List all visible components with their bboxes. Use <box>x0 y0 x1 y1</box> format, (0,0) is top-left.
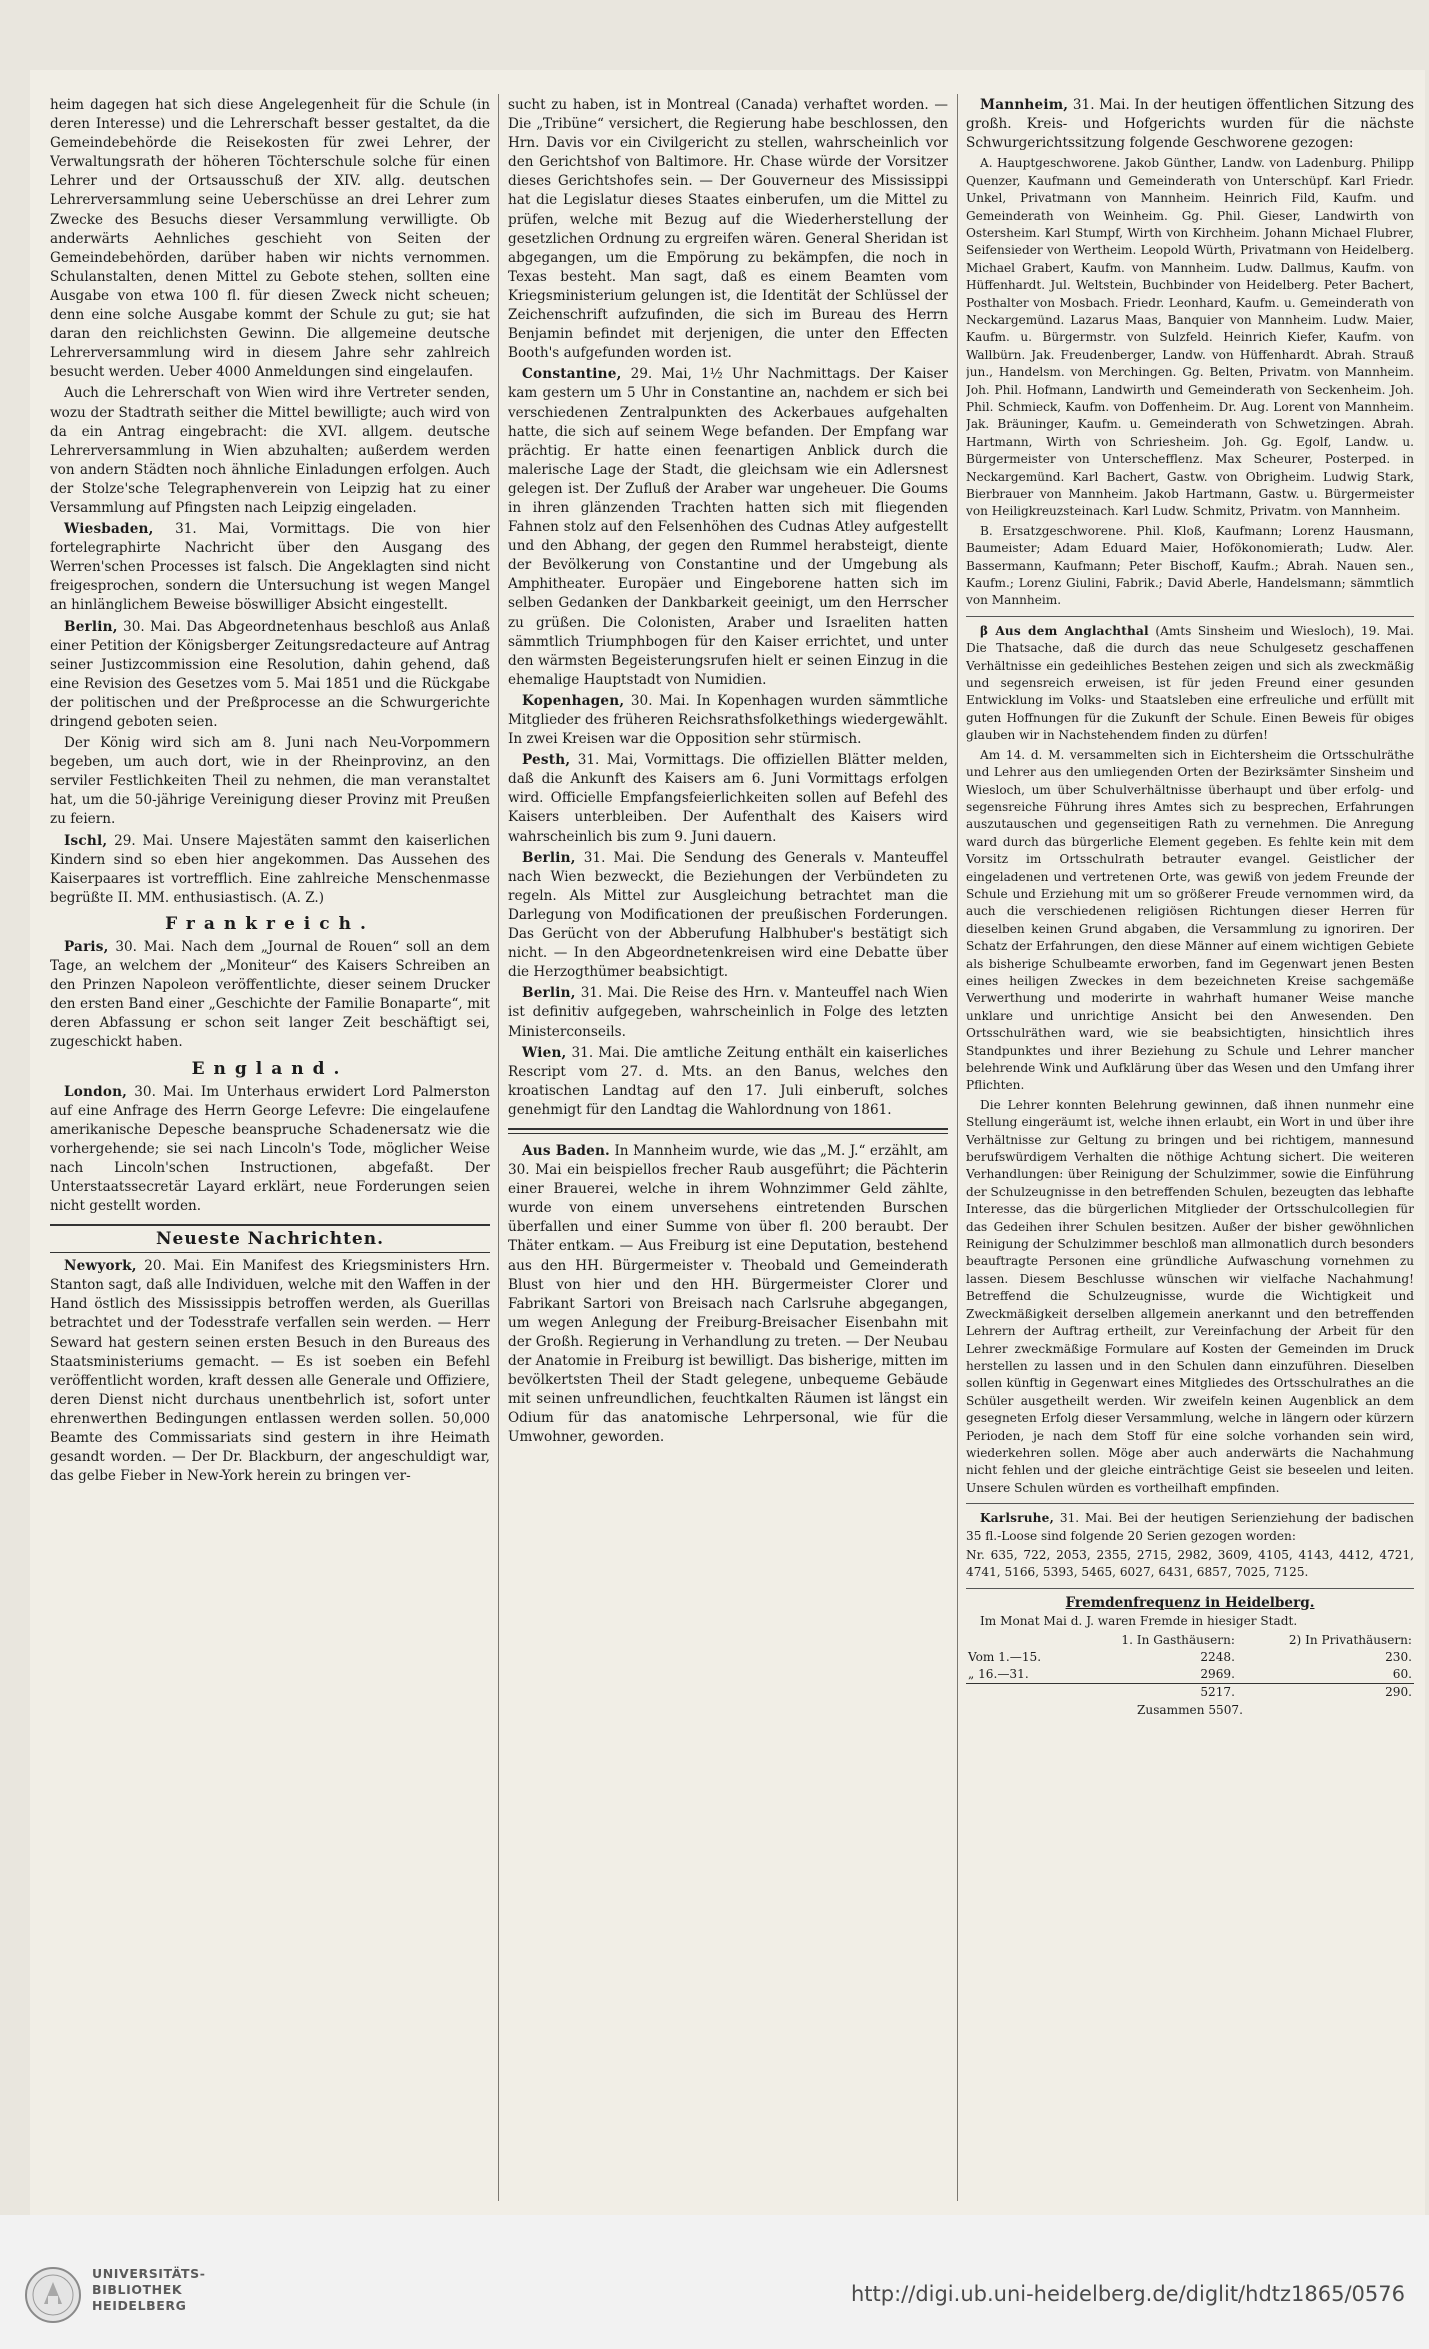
dateline: Wiesbaden, <box>64 521 154 538</box>
article-text: 31. Mai. Die Reise des Hrn. v. Manteuffel nach Wien ist definitiv aufgegeben, wahrscheinlich in Folge des letzten Ministerconseils. <box>508 985 948 1040</box>
dateline: Wien, <box>522 1044 567 1061</box>
dateline: β Aus dem Anglachthal <box>980 623 1149 638</box>
dateline: Constantine, <box>522 366 622 383</box>
table-header-row <box>966 1632 1414 1649</box>
column-header: 1. In Gasthäusern: <box>1121 1633 1235 1648</box>
article-berlin-1 <box>508 849 948 983</box>
article-text: 30. Mai. Das Abgeordnetenhaus beschloß aus Anlaß einer Petition der Königsberger Zeitungsredacteure auf Antrag seiner Justizcommission eine Resolution, dahin gehend, daß eine Revision des Gesetzes vom 5. Mai 1851 und die Rückgabe der politischen und der Preßprocesse an die Schwurgerichte dringend geboten seien. <box>50 618 490 730</box>
article-text: 30. Mai. In Kopenhagen wurden sämmtliche Mitglieder des früheren Reichsrathsfolkethings wiedergewählt. In zwei Kreisen war die Opposition sehr stürmisch. <box>508 692 948 748</box>
article-text: In Mannheim wurde, wie das „M. J.“ erzählt, am 30. Mai ein beispiellos frecher Raub ausgeführt; die Pächterin einer Brauerei, welche in ihrem Wohnzimmer Geld zählte, wurde von einem unversehens eintretenden Burschen überfallen und einer Summe von über fl. 200 beraubt. Der Thäter entkam. — Aus Freiburg ist eine Deputation, bestehend aus den HH. Bürgermeister v. Theobald und Gemeinderath Blust von hier und den HH. Bürgermeister Clorer und Fabrikant Sartori von Breisach nach Carlsruhe abgegangen, um wegen Anlegung der Freiburg-Breisacher Eisenbahn mit der Großh. Regierung in Verhandlung zu treten. — Der Neubau der Anatomie in Freiburg ist bewilligt. Das bisherige, mitten im bevölkertsten Theil der Stadt gelegene, unbequeme Gebäude mit seinen unfreundlichen, feuchtkalten Räumen ist längst ein Odium für das anatomische Lehrpersonal, wie für die Umwohner, geworden. <box>508 1142 948 1446</box>
article-aus-baden <box>508 1142 948 1448</box>
source-url[interactable]: http://digi.ub.uni-heidelberg.de/diglit/hdtz1865/0576 <box>850 2282 1405 2306</box>
divider <box>966 1503 1414 1504</box>
article-anglachthal <box>966 623 1414 745</box>
article-text: 31. Mai. Bei der heutigen Serienziehung der badischen 35 fl.-Loose sind folgende 20 Serien gezogen worden: <box>966 1511 1414 1543</box>
dateline: Berlin, <box>522 849 576 866</box>
visitor-stats-total: Zusammen 5507. <box>1137 1703 1243 1718</box>
article-text: 31. Mai. In der heutigen öffentlichen Sitzung des großh. Kreis- und Hofgerichts wurden für die nächste Schwurgerichtssitzung folgende Geschworene gezogen: <box>966 97 1414 152</box>
jury-list-main: A. Hauptgeschworene. Jakob Günther, Landw. von Ladenburg. Philipp Quenzer, Kaufmann und Gemeinderath von Unterschüpf. Karl Friedr. Unkel, Privatmann von Mannheim. Heinrich Fild, Kaufm. und Gemeinderath von Weinheim. Gg. Phil. Gieser, Landwirth von Ostersheim. Karl Stumpf, Wirth von Kirchheim. Johann Michael Flubrer, Seifensieder von Wertheim. Leopold Würth, Privatmann von Heidelberg. Michael Grabert, Kaufm. von Mannheim. Ludw. Dallmus, Kaufm. von Hüffenhardt. Jul. Weltstein, Buchbinder von Heidelberg. Peter Bachert, Posthalter von Mosbach. Friedr. Leonhard, Kaufm. u. Gemeinderath von Neckargemünd. Lazarus Maas, Banquier von Mannheim. Ludw. Maier, Kaufm. u. Bürgermstr. von Sulzfeld. Heinrich Kiefer, Kaufm. von Wallbürn. Jak. Freudenberger, Landw. von Hüffenhardt. Abrah. Strauß jun., Handelsm. von Merchingen. Gg. Belten, Privatm. von Mannheim. Joh. Phil. Hofmann, Landwirth und Gemeinderath von Seckenheim. Joh. Phil. Schmieck, Kaufm. von Doffenheim. Dr. Aug. Lorent von Mannheim. Jak. Bräuninger, Kaufm. u. Gemeinderath von Schwetzingen. Abrah. Hartmann, Wirth von Schriesheim. Joh. Gg. Egolf, Landw. u. Bürgermeister von Unterschefflenz. Max Scheurer, Posterped. in Neckargemünd. Karl Bachert, Gastw. von Obrigheim. Ludwig Stark, Bierbrauer von Mannheim. Jakob Hartmann, Gastw. u. Bürgermeister von Heiligkreuzsteinach. Karl Ludw. Schmitz, Privatm. von Mannheim. <box>966 156 1414 519</box>
dateline: Ischl, <box>64 832 108 849</box>
university-seal-icon <box>24 2266 82 2324</box>
section-divider <box>508 1128 948 1134</box>
article-text: 31. Mai, Vormittags. Die von hier fortelegraphirte Nachricht über den Ausgang des Werren'schen Processes ist falsch. Die Angeklagten sind nicht freigesprochen, sondern die Untersuchung ist wegen Mangel an hinlänglichem Beweise böswilliger Absicht eingestellt. <box>50 521 490 614</box>
divider <box>966 616 1414 617</box>
article-text: (Amts Sinsheim und Wiesloch), 19. Mai. Die Thatsache, daß die durch das neue Schulgesetz geschaffenen Verhältnisse ein gedeihliches Bestehen zeigen und sich als zweckmäßig und segensreich erweisen, ist für jeden Freund einer gesunden Entwicklung im Volks- und Staatsleben eine erfreuliche und erfüllt mit guten Hoffnungen für die Zukunft der Schule. Einen Beweis für obiges glauben wir in Nachstehendem finden zu dürfen! <box>966 623 1414 743</box>
table-cell: 60. <box>1392 1667 1412 1682</box>
article-text: heim dagegen hat sich diese Angelegenheit für die Schule (in deren Interesse) und die Lehrerschaft besser gestaltet, da die Gemeindebehörde die Reisekosten für zwei Lehrer, der Verwaltungsrath der höheren Töchterschule solche für einen Lehrer und der Ortsausschuß der XIV. allg. deutschen Lehrerversammlung seine Ueberschüsse an drei Lehrer zum Zwecke des Besuchs dieser Versammlung verwilligte. Ob anderwärts Aehnliches geschieht von Seiten der Gemeindebehörden, darüber haben wir nichts vernommen. Schulanstalten, denen Mittel zu Gebote stehen, sollten eine Ausgabe von etwa 100 fl. für diesen Zweck nicht scheuen; denn eine solche Ausgabe kommt der Schule zu gut; sie hat daran den reichlichsten Gewinn. Die allgemeine deutsche Lehrerversammlung wird in diesem Jahre sehr zahlreich besucht werden. Ueber 4000 Anmeldungen sind eingelaufen. <box>50 97 490 381</box>
article-text: Auch die Lehrerschaft von Wien wird ihre Vertreter senden, wozu der Stadtrath seither die Mittel bewilligte; auch wird von da ein Antrag eingebracht: die XVI. allgem. deutsche Lehrerversammlung in Wien abzuhalten; außerdem werden von andern Städten noch ähnliche Einladungen erfolgen. Auch der Stolze'sche Telegraphenverein von Leipzig hat zu einer Versammlung auf Pfingsten nach Leipzig eingeladen. <box>50 385 490 516</box>
visitor-stats-table <box>966 1632 1414 1701</box>
table-row <box>966 1666 1414 1684</box>
dateline: Berlin, <box>522 985 576 1002</box>
section-heading-aus-baden: Aus Baden. <box>522 1142 610 1159</box>
article-berlin-2 <box>508 984 948 1041</box>
dateline: Kopenhagen, <box>522 692 625 709</box>
column-rule <box>498 94 499 2201</box>
article-paris <box>50 938 490 1053</box>
table-cell: 2969. <box>1200 1667 1235 1682</box>
section-heading-frankreich: Frankreich. <box>165 913 375 934</box>
article-text: 30. Mai. Nach dem „Journal de Rouen“ soll an dem Tage, an welchem der „Moniteur“ des Kaisers Schreiben an den Prinzen Napoleon veröffentlichte, dieser seinem Drucker den ersten Band einer „Geschichte der Familie Bonaparte“, mit deren Abfassung er schon seit langer Zeit beschäftigt sei, zugeschickt haben. <box>50 938 490 1051</box>
table-cell: 290. <box>1237 1684 1414 1702</box>
row-label: Vom 1.—15. <box>968 1650 1042 1665</box>
dateline: Newyork, <box>64 1258 137 1275</box>
divider <box>966 1588 1414 1589</box>
column-header: 2) In Privathäusern: <box>1288 1633 1412 1648</box>
column-1 <box>50 96 490 2199</box>
lottery-numbers: Nr. 635, 722, 2053, 2355, 2715, 2982, 3609, 4105, 4143, 4412, 4721, 4741, 5166, 5393, 5465, 6027, 6431, 6857, 7025, 7125. <box>966 1547 1414 1580</box>
article-text: 31. Mai. Die Sendung des Generals v. Manteuffel nach Wien bezweckt, die Beziehungen der Verbündeten zu regeln. Als Mittel zur Ausgleichung betrachtet man die Darlegung von Modificationen der preußischen Forderungen. Das Gerücht von der Abberufung Halbhuber's bestätigt sich nicht. — In den Abgeordnetenkreisen wird eine Debatte über die Herzogthümer beabsichtigt. <box>508 849 948 981</box>
column-2 <box>508 96 948 2199</box>
article-text: 20. Mai. Ein Manifest des Kriegsministers Hrn. Stanton sagt, daß alle Individuen, welche mit den Waffen in der Hand östlich des Mississippis betroffen werden, als Guerillas betrachtet und der Todesstrafe verfallen sein werden. — Herr Seward hat gestern seinen ersten Besuch in den Bureaus des Staatsministeriums gemacht. — Es ist soeben ein Befehl veröffentlicht worden, kraft dessen alle Generale und Offiziere, deren Dienst nicht durchaus unentbehrlich ist, sofort unter ehrenwerthen Bedingungen entlassen werden sollen. 50,000 Beamte des Commissariats sind gestern in ihre Heimath gesandt worden. — Der Dr. Blackburn, der angeschuldigt war, das gelbe Fieber in New-York herein zu bringen ver- <box>50 1258 490 1485</box>
article-text: 31. Mai. Die amtliche Zeitung enthält ein kaiserliches Rescript vom 27. d. Mts. an den Banus, welches den kroatischen Landtag auf den 17. Juli einberuft, solches genehmigt für den Landtag die Wahlordnung von 1861. <box>508 1044 948 1118</box>
article-text: 29. Mai, 1½ Uhr Nachmittags. Der Kaiser kam gestern um 5 Uhr in Constantine an, nachdem er sich bei verschiedenen Zentralpunkten des Ackerbaues aufgehalten hatte, die sich auf seinem Wege befanden. Der Empfang war prächtig. Er hatte einen feenartigen Anblick durch die malerische Lage der Stadt, die gleichsam wie ein Adlersnest gelegen ist. Der Zufluß der Araber war ungeheuer. Die Goums in ihren glänzenden Trachten hatten sich mit fliegenden Fahnen stolz auf den Felsenhöhen des Cudnas Atley aufgestellt und den Abhang, der gegen den Rummel herabsteigt, diente der Bevölkerung von Constantine und der Umgebung als Amphitheater. Europäer und Eingeborene hatten sich im selben Gedanken der Dankbarkeit geeinigt, um den Herrscher zu grüßen. Die Colonisten, Araber und Israeliten hatten sämmtlich Triumphbogen für den Kaiser errichtet, und unter den wärmsten Begeisterungsrufen hielt er seinen Einzug in die ehemalige Hauptstadt von Numidien. <box>508 366 948 688</box>
article-berlin <box>50 618 490 733</box>
article-text: Am 14. d. M. versammelten sich in Eichtersheim die Ortsschulräthe und Lehrer aus den umliegenden Orten der Bezirksämter Sinsheim und Wiesloch, um über Schulverhältnisse überhaupt und über erfolg- und segensreiche Führung ihres Amtes sich zu besprechen, Erfahrungen auszutauschen und gegenseitigen Rath zu vernehmen. Die Anregung ward durch das bürgerliche Element gegeben. Es fehlte kein mit dem Vorsitz im Ortsschulrath betrauter evangel. Geistlicher der eingeladenen und vertretenen Orte, was gewiß von jedem Freunde der Schule und Erziehung mit um so größerer Freude vernommen wird, da auch die verschiedenen religiösen Richtungen dieser Herren für dieselben keinen Grund abgaben, die Versammlung zu ignoriren. Der Schatz der Erfahrungen, den diese Männer auf einem wichtigen Gebiete als bisherige Schulbeamte erworben, fand im Gegenwart jenen Besten eines heiligen Zweckes in dem bezeichneten Kreise sachgemäße Verwerthung und moderirte in wahrhaft humaner Weise manche unklare und unrichtige Ansicht bei den Anwesenden. Den Ortsschulräthen ward, wie sie beabsichtigten, hinsichtlich ihres Standpunktes und ihrer Beziehung zu Schule und Lehrer mancher belehrende Wink und Aufklärung über das Wesen und den Umfang ihrer Pflichten. <box>966 747 1414 1093</box>
dateline: Berlin, <box>64 618 118 635</box>
article-text: Der König wird sich am 8. Juni nach Neu-Vorpommern begeben, um auch dort, wie in der Rheinprovinz, an den serviler Festlichkeiten Theil zu nehmen, die man veranstaltet hat, um die 50-jährige Vereinigung dieser Provinz mit Preußen zu feiern. <box>50 735 490 828</box>
article-text: sucht zu haben, ist in Montreal (Canada) verhaftet worden. — Die „Tribüne“ versichert, die Regierung habe beschlossen, den Hrn. Davis vor ein Civilgericht zu stellen, wahrscheinlich vor den Gerichtshof von Baltimore. Hr. Chase würde der Vorsitzer dieses Gerichtshofes sein. — Der Gouverneur des Mississippi hat die Legislatur dieses Staates einberufen, um die Mittel zu prüfen, welche mit Bezug auf die Wiederherstellung der gesetzlichen Ordnung zu ergreifen wären. General Sheridan ist abgegangen, um die Empörung zu bekämpfen, die noch in Texas besteht. Man sagt, daß es einem Beamten vom Kriegsministerium gelungen ist, die Identität der Schlüssel der Zeichenschrift aufzufinden, die sich im Bureau des Herrn Benjamin befindet mit derjenigen, die unter den Effecten Booth's aufgefunden worden ist. <box>508 97 948 362</box>
article-karlsruhe <box>966 1510 1414 1545</box>
column-3 <box>966 96 1414 2199</box>
article-newyork <box>50 1257 490 1486</box>
section-heading-england: England. <box>191 1058 349 1079</box>
dateline: Mannheim, <box>980 97 1069 113</box>
article-text: 31. Mai, Vormittags. Die offiziellen Blätter melden, daß die Ankunft des Kaisers am 6. Juni Vormittags erfolgen wird. Officielle Empfangsfeierlichkeiten sollen auf Befehl des Kaisers unterbleiben. Der Aufenthalt des Kaisers wird wahrscheinlich bis zum 9. Juni dauern. <box>508 752 948 845</box>
table-cell: 5217. <box>1073 1684 1237 1702</box>
article-london <box>50 1083 490 1217</box>
article-text: 30. Mai. Im Unterhaus erwidert Lord Palmerston auf eine Anfrage des Herrn George Lefevre: Die eingelaufene amerikanische Depesche beanspruche Schadenersatz wie die vorhergehende; sie sei nach Lincoln's Tode, möglicher Weise nach Lincoln'schen Instructionen, abgefaßt. Der Unterstaatssecretär Layard erklärt, neue Forderungen seien nicht gestellt worden. <box>50 1083 490 1215</box>
article-pesth <box>508 751 948 846</box>
library-logo-text: UNIVERSITÄTS- BIBLIOTHEK HEIDELBERG <box>92 2266 206 2313</box>
table-sum-row <box>966 1684 1414 1702</box>
dateline: Karlsruhe, <box>980 1511 1054 1526</box>
article-mannheim <box>966 96 1414 153</box>
dateline: Paris, <box>64 938 109 955</box>
dateline: London, <box>64 1083 128 1100</box>
article-text: Die Lehrer konnten Belehrung gewinnen, daß ihnen nunmehr eine Stellung eingeräumt ist, welche ihnen erlaubt, ein Wort in und über ihre Verhältnisse zur Geltung zu bringen und bei richtigem, mannesund berufswürdigem Verhalten die nöthige Achtung sichert. Die weiteren Verhandlungen: über Reinigung der Schulzimmer, sowie die Einführung der Schulzeugnisse in den betreffenden Schulen, bezeugten das lebhafte Interesse, das die bürgerlichen Mitglieder der Ortsschulcollegien für das Gedeihen ihrer Schulen besitzen. Außer der bisher gewöhnlichen Reinigung der Schulzimmer beschloß man allmonatlich durch besonders beauftragte Personen eine gründliche Aufwaschung vornehmen zu lassen. Diesem Beschlusse wünschen wir vielfache Nachahmung! Betreffend die Schulzeugnisse, wurde die Wichtigkeit und Zweckmäßigkeit derselben allgemein anerkannt und den betreffenden Lehrern der Auftrag ertheilt, zur Vereinfachung der Arbeit für den Lehrer zweckmäßige Formulare auf Kosten der Gemeinden im Druck herstellen zu lassen und in den Schulen dann einzuführen. Dieselben sollen künftig in Gegenwart eines Mitgliedes des Ortsschulrathes an die Schüler ausgetheilt werden. Wir zweifeln keinen Augenblick an dem gesegneten Erfolg dieser Versammlung, welche in längern oder kürzern Perioden, je nach dem Stoff für eine solche vorhanden sein wird, wiederkehren sollen. Möge aber auch anderwärts die Nachahmung nicht fehlen und der gleiche einträchtige Geist sie beseelen und leiten. Unsere Schulen würden es vortheilhaft empfinden. <box>966 1097 1414 1495</box>
article-wiesbaden <box>50 520 490 615</box>
section-heading-neueste-nachrichten: Neueste Nachrichten. <box>50 1224 490 1253</box>
table-cell: 230. <box>1385 1650 1412 1665</box>
article-text: 29. Mai. Unsere Majestäten sammt den kaiserlichen Kindern sind so eben hier angekommen. Das Aussehen des Kaiserpaares ist vortrefflich. Eine zahlreiche Menschenmasse begrüßte II. MM. enthusiastisch. (A. Z.) <box>50 832 490 906</box>
column-rule <box>957 94 958 2201</box>
table-cell: 2248. <box>1200 1650 1235 1665</box>
article-kopenhagen <box>508 692 948 749</box>
article-ischl <box>50 832 490 908</box>
visitor-stats-title: Fremdenfrequenz in Heidelberg. <box>1065 1594 1315 1611</box>
newspaper-page <box>30 70 1425 2215</box>
dateline: Pesth, <box>522 752 571 769</box>
jury-list-substitute: B. Ersatzgeschworene. Phil. Kloß, Kaufmann; Lorenz Hausmann, Baumeister; Adam Eduard Maier, Hofökonomierath; Ludw. Aler. Bassermann, Kaufmann; Peter Bischoff, Kaufm.; Abrah. Nauen sen., Kaufm.; Lorenz Giulini, Fabrik.; David Aberle, Handelsmann; sämmtlich von Mannheim. <box>966 523 1414 608</box>
row-label: „ 16.—31. <box>968 1667 1029 1682</box>
table-row <box>966 1649 1414 1666</box>
article-wien <box>508 1044 948 1120</box>
visitor-stats-intro: Im Monat Mai d. J. waren Fremde in hiesiger Stadt. <box>980 1613 1298 1628</box>
article-constantine <box>508 365 948 690</box>
